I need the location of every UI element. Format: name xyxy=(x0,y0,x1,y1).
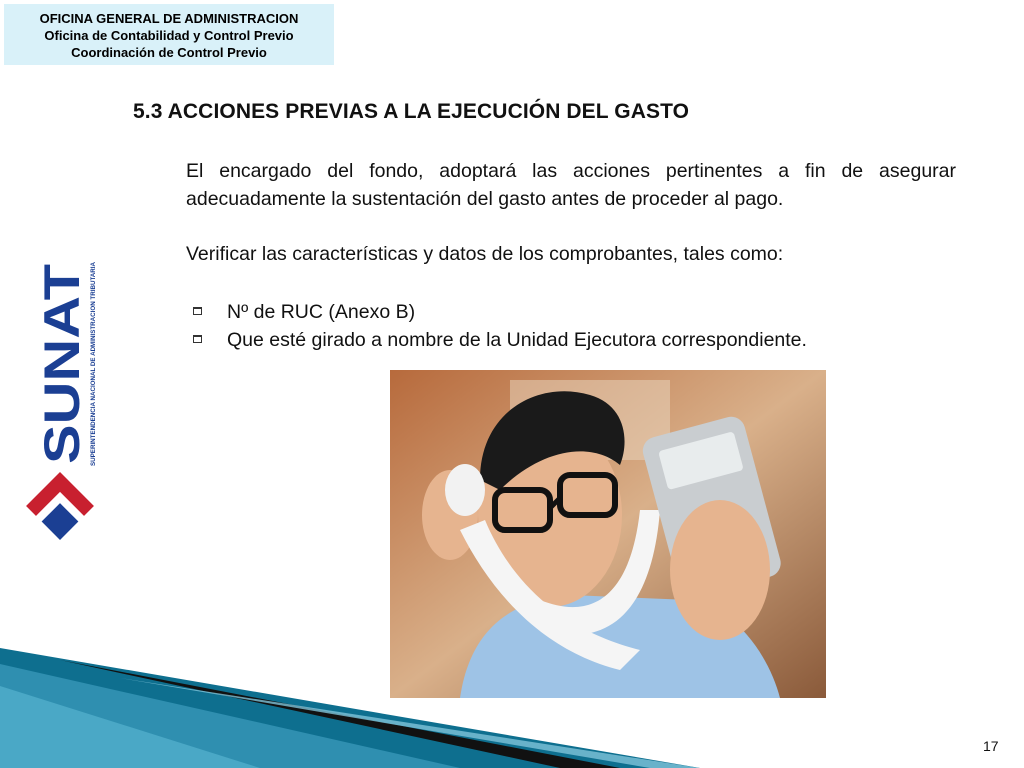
footer-wave-decoration xyxy=(0,640,700,768)
page-number: 17 xyxy=(983,738,999,754)
bullet-text: Que esté girado a nombre de la Unidad Ejecutora correspondiente. xyxy=(227,329,807,351)
header-box xyxy=(4,4,334,65)
header-line-3: Coordinación de Control Previo xyxy=(71,45,267,60)
bullet-square-icon xyxy=(193,307,202,315)
bullet-square-icon xyxy=(193,335,202,343)
section-title: 5.3 ACCIONES PREVIAS A LA EJECUCIÓN DEL GASTO xyxy=(133,100,690,123)
logo-brand-text: SUNAT xyxy=(34,295,90,464)
header-line-1: OFICINA GENERAL DE ADMINISTRACION xyxy=(39,11,299,26)
bullet-list xyxy=(190,298,807,354)
paragraph-2: Verificar las características y datos de los comprobantes, tales como: xyxy=(186,243,784,265)
sunat-logo xyxy=(22,256,104,540)
bullet-text: Nº de RUC (Anexo B) xyxy=(227,301,416,323)
sunat-diamond-icon xyxy=(26,472,94,540)
bullet-item xyxy=(190,298,807,326)
header-line-2: Oficina de Contabilidad y Control Previo xyxy=(44,28,294,43)
paragraph-1: El encargado del fondo, adoptará las acciones pertinentes a fin de asegurar adecuadamente la sustentación del gasto antes de proceder al pago. xyxy=(186,160,956,210)
logo-subtitle-text: SUPERINTENDENCIA NACIONAL DE ADMINISTRACION TRIBUTARIA xyxy=(91,269,97,466)
bullet-item xyxy=(190,326,807,354)
